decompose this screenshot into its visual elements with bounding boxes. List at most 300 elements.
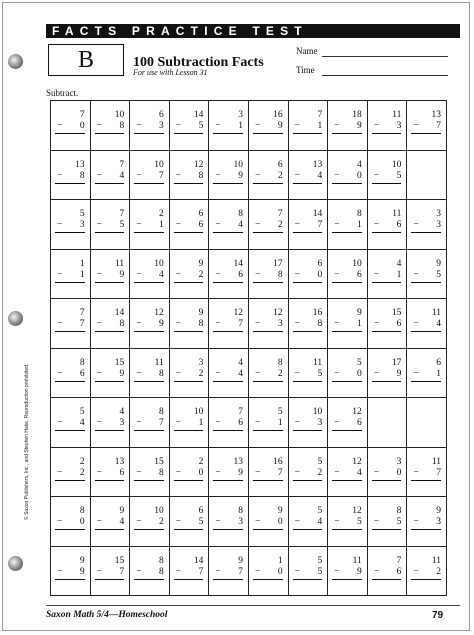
subtrahend-row — [332, 517, 362, 530]
subtrahend: 6 — [238, 418, 243, 428]
subtrahend: 5 — [198, 517, 204, 527]
minuend: 5 — [317, 555, 323, 566]
binder-hole-middle — [8, 311, 23, 326]
minus-sign: − — [254, 467, 261, 478]
minus-sign: − — [215, 121, 221, 131]
problem-cell — [51, 349, 91, 399]
problem-cell — [209, 349, 249, 399]
minuend: 9 — [436, 258, 441, 269]
minuend: 7 — [119, 159, 125, 170]
problem-cell — [51, 547, 91, 597]
subtraction-problem — [293, 556, 323, 580]
minuend: 14 — [193, 110, 204, 120]
subtrahend: 5 — [317, 566, 323, 577]
subtraction-problem — [95, 407, 125, 431]
subtrahend-row — [174, 567, 204, 580]
subtrahend-row — [55, 369, 85, 382]
minuend: 5 — [277, 407, 283, 417]
subtraction-problem — [332, 506, 362, 530]
minuend: 11 — [392, 110, 402, 120]
name-label: Name — [296, 46, 318, 56]
minus-sign: − — [334, 467, 340, 478]
subtrahend: 2 — [159, 517, 164, 527]
subtrahend: 8 — [198, 319, 204, 329]
subtraction-problem — [372, 209, 402, 233]
subtrahend: 9 — [119, 368, 125, 379]
problem-cell — [130, 101, 170, 151]
subtraction-problem — [372, 259, 402, 283]
time-field[interactable] — [322, 75, 448, 76]
subtraction-problem — [55, 110, 85, 134]
subtraction-problem — [332, 259, 362, 283]
minuend: 8 — [79, 357, 85, 368]
minus-sign: − — [96, 170, 102, 181]
subtraction-problem — [213, 209, 243, 233]
subtrahend: 3 — [238, 517, 243, 527]
subtrahend: 1 — [357, 220, 362, 230]
problem-cell — [91, 398, 131, 448]
subtraction-problem — [253, 506, 283, 530]
subtraction-problem — [55, 209, 85, 233]
footer-book-title: Saxon Math 5/4—Homeschool — [46, 610, 168, 620]
subtraction-problem — [411, 556, 441, 580]
minuend: 17 — [273, 258, 283, 269]
subtrahend-row — [253, 567, 283, 580]
problem-cell — [170, 398, 210, 448]
subtraction-problem — [332, 556, 362, 580]
subtrahend-row — [174, 220, 204, 233]
subtraction-problem — [134, 457, 164, 481]
minuend: 12 — [193, 159, 204, 170]
problem-cell — [368, 101, 408, 151]
problem-cell — [249, 200, 289, 250]
minuend: 10 — [154, 506, 164, 516]
minus-sign: − — [57, 467, 63, 478]
subtraction-problem — [253, 110, 283, 134]
minuend: 8 — [79, 506, 85, 516]
subtrahend-row — [372, 567, 402, 580]
subtrahend: 2 — [277, 170, 283, 181]
subtraction-problem — [174, 556, 204, 580]
subtrahend-row — [411, 468, 441, 481]
subtraction-problem — [332, 160, 362, 184]
problem-cell — [328, 547, 368, 597]
problem-cell — [289, 101, 329, 151]
minus-sign: − — [294, 121, 300, 131]
subtrahend-row — [95, 270, 125, 283]
subtraction-problem — [293, 407, 323, 431]
subtrahend-row — [372, 319, 402, 332]
subtraction-problem — [174, 407, 204, 431]
minus-sign: − — [136, 220, 142, 230]
minuend: 10 — [391, 159, 402, 170]
problem-cell — [289, 448, 329, 498]
subtrahend: 4 — [238, 368, 243, 379]
subtrahend: 0 — [79, 121, 85, 131]
minus-sign: − — [373, 467, 380, 478]
minus-sign: − — [254, 368, 261, 379]
subtrahend: 7 — [317, 220, 323, 230]
minus-sign: − — [334, 170, 340, 181]
minuend: 12 — [352, 506, 362, 516]
problem-cell — [51, 448, 91, 498]
subtrahend: 5 — [198, 121, 204, 131]
subtrahend: 7 — [159, 170, 164, 181]
minuend: 11 — [154, 357, 164, 368]
problem-cell — [407, 200, 447, 250]
subtrahend: 3 — [119, 418, 125, 428]
minuend: 10 — [154, 258, 164, 269]
subtraction-problem — [411, 209, 441, 233]
minus-sign: − — [136, 319, 142, 329]
minus-sign: − — [96, 121, 102, 131]
subtraction-problem — [134, 407, 164, 431]
minus-sign: − — [334, 517, 340, 527]
minuend: 5 — [317, 506, 323, 516]
subtrahend: 9 — [238, 467, 243, 478]
problem-cell — [91, 151, 131, 201]
minuend: 8 — [277, 357, 283, 368]
minus-sign: − — [254, 517, 261, 527]
subtraction-problem — [213, 160, 243, 184]
subtrahend-row — [213, 220, 243, 233]
minuend: 9 — [79, 555, 85, 566]
subtrahend: 2 — [277, 220, 283, 230]
minuend: 4 — [357, 159, 362, 170]
subtraction-problem — [213, 556, 243, 580]
problem-cell — [170, 497, 210, 547]
subtraction-problem — [253, 308, 283, 332]
subtrahend-row — [174, 369, 204, 382]
minuend: 13 — [431, 110, 441, 120]
subtrahend-row — [95, 418, 125, 431]
minus-sign: − — [175, 517, 182, 527]
subtrahend: 1 — [317, 121, 323, 131]
subtraction-problem — [332, 209, 362, 233]
minuend: 9 — [238, 555, 243, 566]
subtrahend: 8 — [159, 368, 164, 379]
problem-cell — [91, 101, 131, 151]
problem-cell — [130, 448, 170, 498]
problem-grid — [50, 100, 447, 596]
subtrahend-row — [55, 418, 85, 431]
subtrahend: 4 — [238, 220, 243, 230]
minus-sign: − — [334, 269, 340, 280]
name-field[interactable] — [322, 56, 448, 57]
minuend: 14 — [193, 555, 204, 566]
minuend: 13 — [75, 159, 85, 170]
subtraction-problem — [332, 358, 362, 382]
problem-cell — [328, 398, 368, 448]
problem-cell — [91, 497, 131, 547]
subtrahend: 6 — [357, 418, 362, 428]
subtraction-problem — [411, 308, 441, 332]
subtrahend-row — [293, 468, 323, 481]
minus-sign: − — [413, 220, 419, 230]
subtrahend: 0 — [79, 517, 85, 527]
minuend: 7 — [277, 209, 283, 219]
minuend: 6 — [198, 506, 204, 516]
page-number: 79 — [432, 610, 444, 621]
minuend: 4 — [119, 407, 125, 417]
subtrahend-row — [293, 171, 323, 184]
problem-cell — [209, 497, 249, 547]
problem-cell — [407, 299, 447, 349]
minus-sign: − — [334, 121, 340, 131]
problem-cell — [91, 299, 131, 349]
minuend: 16 — [273, 110, 283, 120]
minus-sign: − — [413, 566, 419, 577]
subtrahend-row — [134, 171, 164, 184]
minus-sign: − — [373, 566, 380, 577]
subtraction-problem — [213, 506, 243, 530]
subtraction-problem — [95, 209, 125, 233]
minuend: 4 — [396, 258, 402, 269]
minus-sign: − — [136, 121, 142, 131]
minuend: 5 — [357, 357, 362, 368]
subtrahend: 3 — [159, 121, 164, 131]
problem-cell — [249, 497, 289, 547]
subtrahend-row — [253, 270, 283, 283]
minuend: 7 — [119, 209, 125, 219]
test-title: 100 Subtraction Facts — [133, 55, 264, 70]
subtrahend: 8 — [198, 170, 204, 181]
test-version-box — [48, 44, 124, 76]
subtraction-problem — [174, 308, 204, 332]
minuend: 2 — [79, 456, 85, 467]
problem-cell — [249, 398, 289, 448]
subtrahend: 3 — [277, 319, 283, 329]
subtraction-problem — [213, 407, 243, 431]
minuend: 16 — [273, 456, 283, 467]
problem-cell — [407, 151, 447, 201]
minus-sign: − — [254, 121, 261, 131]
minuend: 8 — [159, 555, 164, 566]
subtraction-problem — [372, 556, 402, 580]
problem-cell — [368, 151, 408, 201]
minus-sign: − — [136, 368, 142, 379]
problem-cell — [368, 547, 408, 597]
minus-sign: − — [294, 170, 300, 181]
problem-cell — [130, 349, 170, 399]
subtrahend-row — [134, 270, 164, 283]
minuend: 7 — [79, 110, 85, 120]
binder-hole-bottom — [8, 556, 23, 571]
subtrahend: 5 — [357, 517, 362, 527]
minuend: 15 — [114, 357, 125, 368]
subtraction-problem — [95, 259, 125, 283]
minus-sign: − — [136, 418, 142, 428]
subtrahend: 1 — [357, 319, 362, 329]
minus-sign: − — [254, 170, 261, 181]
subtrahend-row — [174, 121, 204, 134]
subtrahend-row — [332, 468, 362, 481]
problem-cell — [407, 497, 447, 547]
minuend: 13 — [233, 456, 243, 467]
subtrahend-row — [134, 121, 164, 134]
minus-sign: − — [175, 368, 182, 379]
minus-sign: − — [215, 418, 221, 428]
minuend: 12 — [233, 308, 243, 318]
subtrahend-row — [253, 418, 283, 431]
subtraction-problem — [213, 457, 243, 481]
subtrahend-row — [55, 220, 85, 233]
problem-cell — [51, 151, 91, 201]
minuend: 6 — [317, 258, 323, 269]
problem-cell — [407, 448, 447, 498]
subtraction-problem — [253, 457, 283, 481]
subtraction-problem — [293, 358, 323, 382]
problem-cell — [289, 250, 329, 300]
minus-sign: − — [254, 319, 261, 329]
subtrahend-row — [55, 319, 85, 332]
problem-cell — [51, 101, 91, 151]
minuend: 18 — [352, 110, 362, 120]
subtrahend-row — [174, 270, 204, 283]
problem-cell — [249, 250, 289, 300]
problem-cell — [51, 250, 91, 300]
problem-cell — [91, 200, 131, 250]
minus-sign: − — [96, 566, 102, 577]
minuend: 2 — [198, 456, 204, 467]
subtraction-problem — [213, 110, 243, 134]
subtrahend-row — [95, 468, 125, 481]
subtrahend-row — [332, 369, 362, 382]
subtraction-problem — [134, 209, 164, 233]
subtraction-problem — [134, 259, 164, 283]
subtrahend: 7 — [238, 566, 243, 577]
minuend: 14 — [233, 258, 243, 269]
subtrahend-row — [95, 369, 125, 382]
minuend: 4 — [238, 357, 243, 368]
minuend: 7 — [79, 308, 85, 318]
minus-sign: − — [254, 220, 261, 230]
problem-cell — [368, 200, 408, 250]
minus-sign: − — [215, 170, 221, 181]
subtrahend: 3 — [436, 517, 441, 527]
minuend: 7 — [396, 555, 402, 566]
subtrahend: 2 — [317, 467, 323, 478]
subtraction-problem — [253, 407, 283, 431]
subtraction-problem — [332, 110, 362, 134]
subtrahend: 7 — [119, 566, 125, 577]
subtrahend: 9 — [277, 121, 283, 131]
problem-cell — [51, 398, 91, 448]
problem-cell — [91, 448, 131, 498]
subtrahend: 7 — [436, 121, 441, 131]
problem-cell — [51, 299, 91, 349]
minuend: 3 — [198, 357, 204, 368]
subtrahend-row — [372, 468, 402, 481]
subtrahend-row — [55, 270, 85, 283]
subtraction-problem — [253, 209, 283, 233]
minus-sign: − — [175, 121, 182, 131]
subtraction-problem — [134, 160, 164, 184]
subtrahend: 7 — [159, 418, 164, 428]
subtrahend: 4 — [119, 517, 125, 527]
problem-cell — [249, 151, 289, 201]
subtraction-problem — [253, 556, 283, 580]
minuend: 10 — [312, 407, 323, 417]
minus-sign: − — [334, 418, 340, 428]
minus-sign: − — [294, 418, 300, 428]
minus-sign: − — [175, 467, 182, 478]
minus-sign: − — [175, 220, 182, 230]
minuend: 12 — [352, 456, 362, 467]
subtrahend-row — [411, 270, 441, 283]
subtraction-problem — [174, 110, 204, 134]
minus-sign: − — [294, 517, 300, 527]
minus-sign: − — [373, 368, 380, 379]
problem-cell — [368, 497, 408, 547]
subtrahend: 8 — [159, 566, 164, 577]
minus-sign: − — [215, 269, 221, 280]
subtrahend-row — [134, 468, 164, 481]
subtrahend: 7 — [79, 319, 85, 329]
minuend: 13 — [312, 159, 323, 170]
subtrahend: 4 — [317, 517, 323, 527]
minuend: 9 — [357, 308, 362, 318]
minus-sign: − — [334, 319, 340, 329]
subtrahend-row — [372, 220, 402, 233]
subtrahend-row — [213, 121, 243, 134]
subtrahend-row — [332, 220, 362, 233]
subtrahend: 2 — [198, 368, 204, 379]
minuend: 5 — [79, 209, 85, 219]
subtrahend-row — [134, 220, 164, 233]
minus-sign: − — [57, 121, 63, 131]
subtrahend-row — [174, 517, 204, 530]
problem-cell — [130, 250, 170, 300]
problem-cell — [170, 349, 210, 399]
subtrahend: 8 — [277, 269, 283, 280]
subtraction-problem — [293, 110, 323, 134]
minus-sign: − — [413, 319, 419, 329]
subtraction-problem — [293, 209, 323, 233]
minus-sign: − — [294, 220, 300, 230]
subtrahend: 8 — [119, 319, 125, 329]
problem-cell — [328, 497, 368, 547]
subtrahend: 3 — [436, 220, 441, 230]
subtrahend-row — [95, 517, 125, 530]
subtrahend: 9 — [238, 170, 243, 181]
subtrahend: 4 — [357, 467, 362, 478]
subtrahend-row — [95, 171, 125, 184]
problem-cell — [209, 547, 249, 597]
problem-cell — [91, 349, 131, 399]
subtrahend-row — [213, 171, 243, 184]
test-subtitle: For use with Lesson 31 — [133, 68, 208, 77]
minus-sign: − — [215, 517, 221, 527]
minus-sign: − — [57, 170, 63, 181]
problem-cell — [51, 200, 91, 250]
subtrahend-row — [332, 270, 362, 283]
subtraction-problem — [174, 358, 204, 382]
problem-cell — [368, 448, 408, 498]
minus-sign: − — [254, 418, 261, 428]
subtrahend-row — [95, 121, 125, 134]
subtrahend: 6 — [396, 220, 402, 230]
subtrahend-row — [332, 319, 362, 332]
minus-sign: − — [96, 269, 102, 280]
subtrahend: 4 — [436, 319, 441, 329]
minus-sign: − — [334, 566, 340, 577]
subtrahend-row — [134, 567, 164, 580]
problem-cell — [130, 547, 170, 597]
subtrahend: 9 — [357, 121, 362, 131]
subtrahend: 0 — [396, 467, 402, 478]
subtraction-problem — [95, 506, 125, 530]
